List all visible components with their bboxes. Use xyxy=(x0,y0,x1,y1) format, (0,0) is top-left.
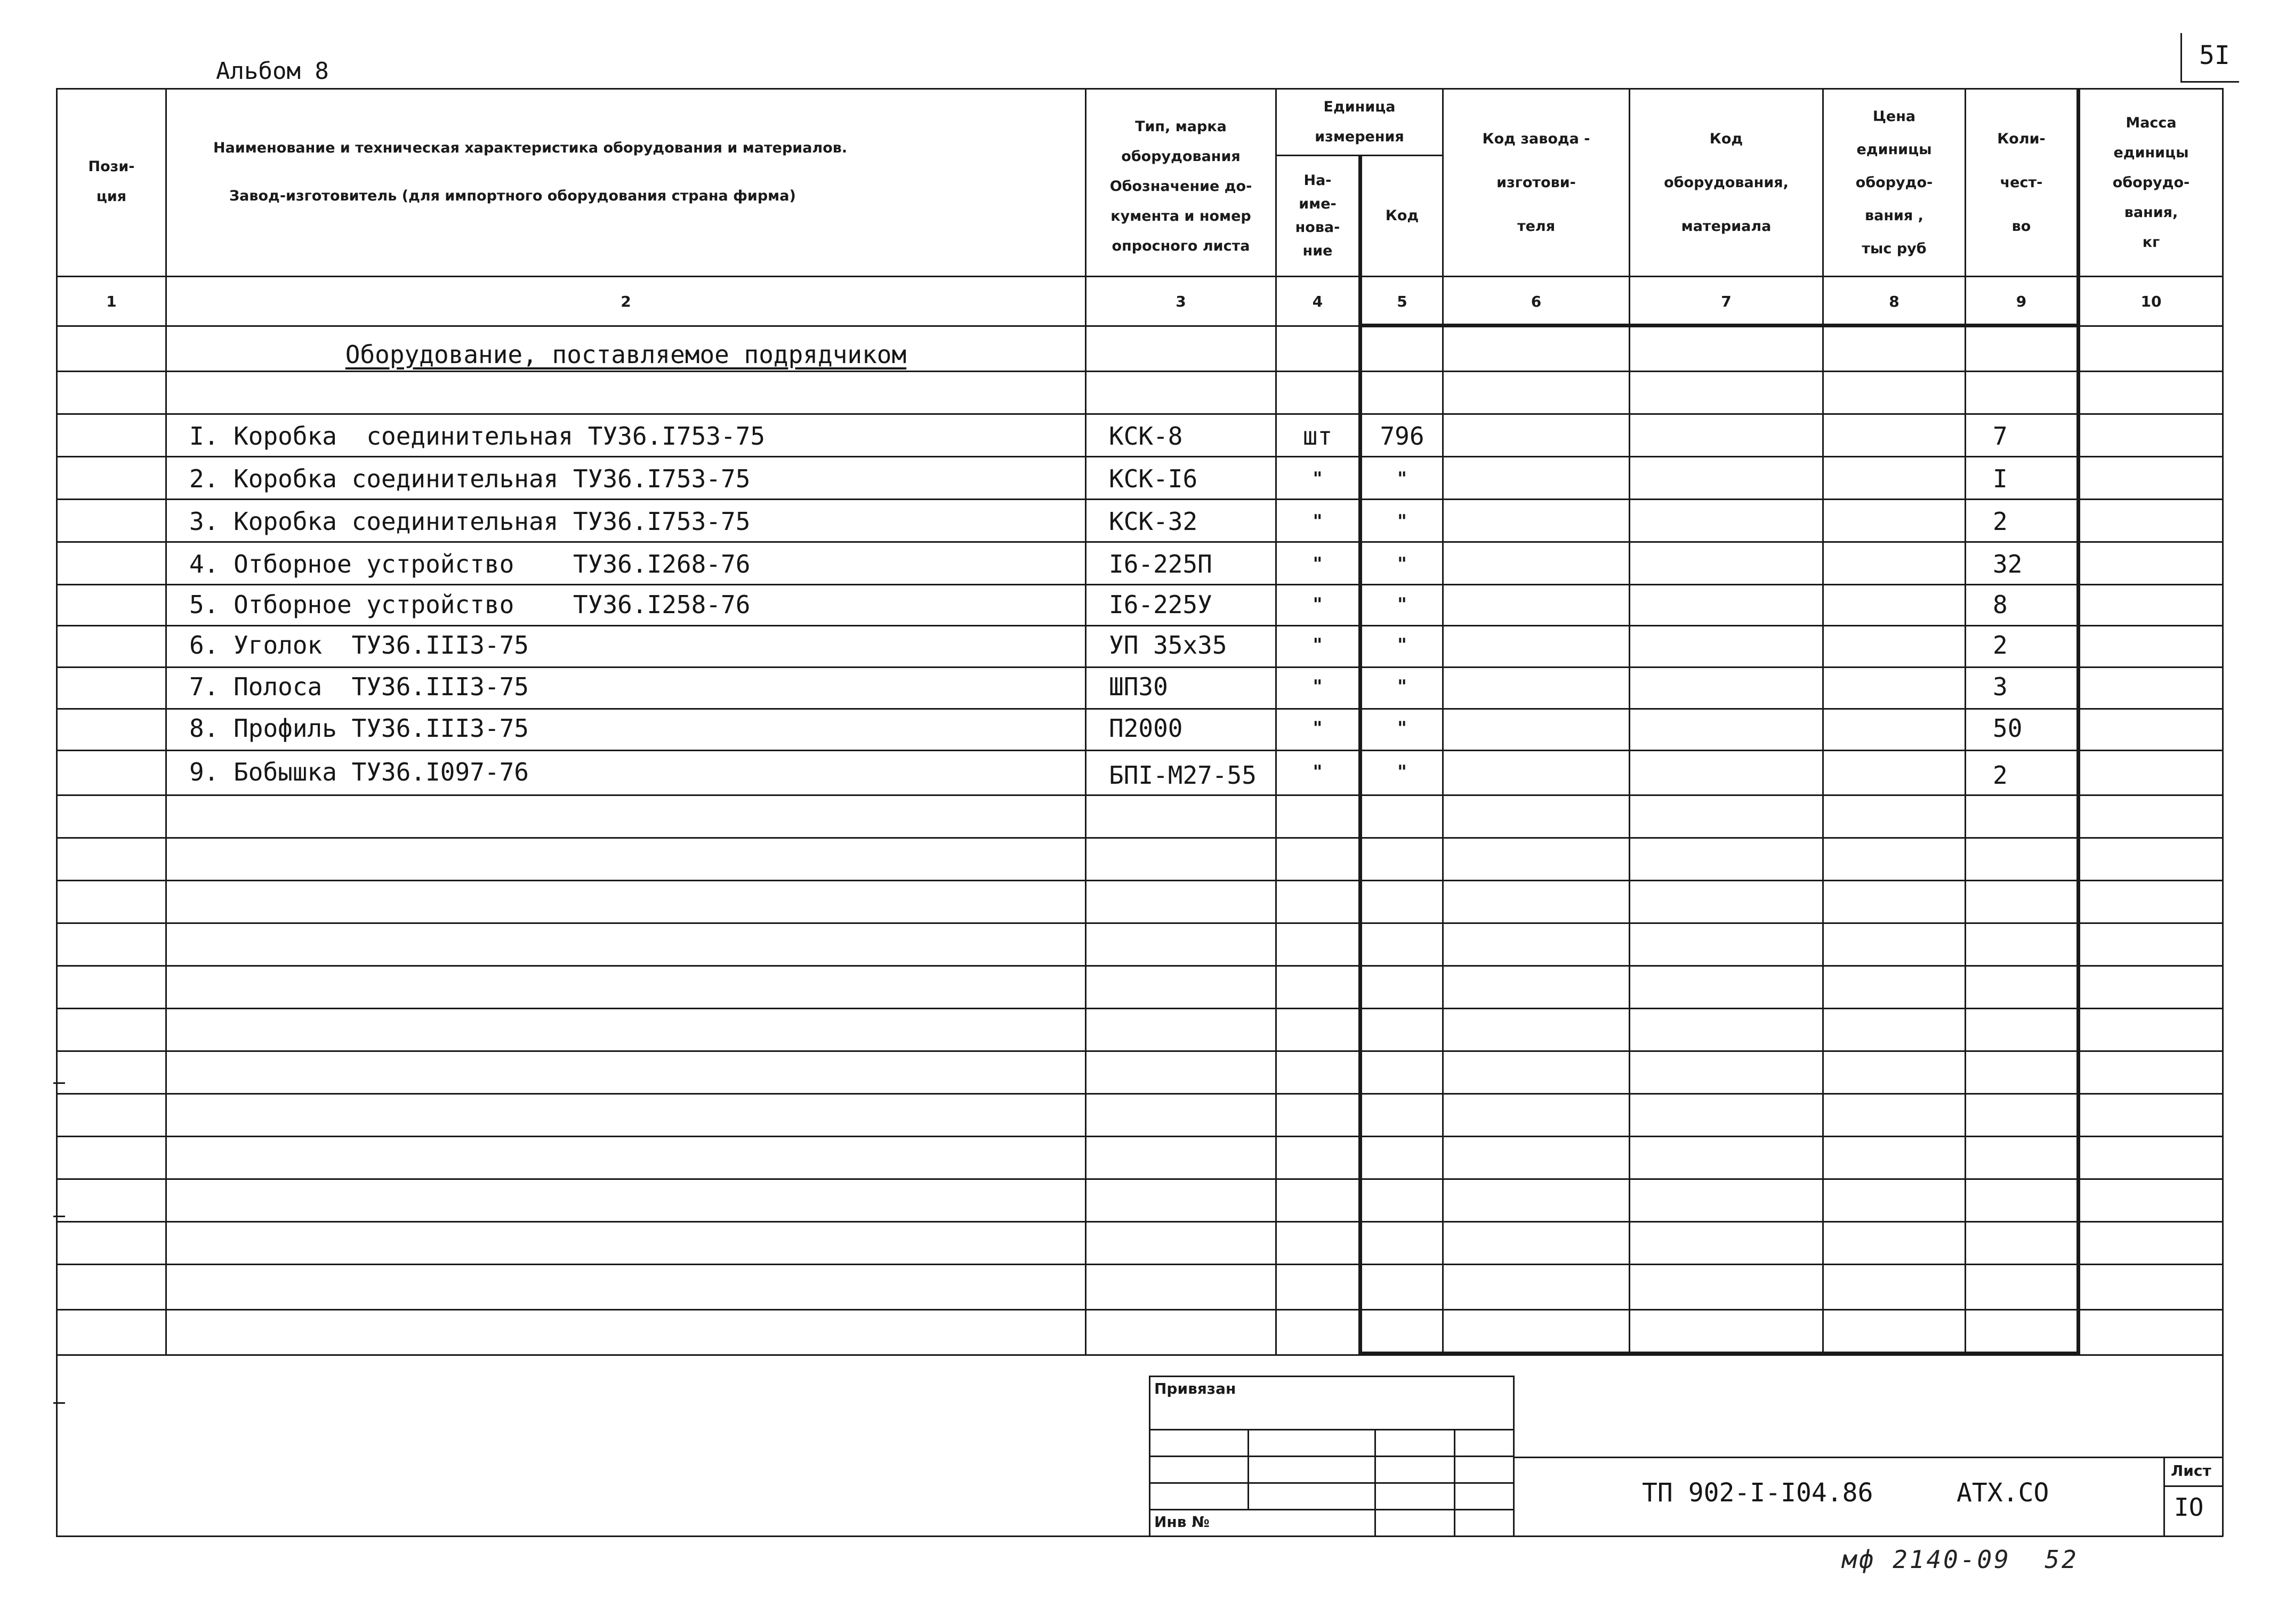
row-name: 4. Отборное устройство ТУ36.I268-76 xyxy=(189,550,751,578)
row-quantity: I xyxy=(1993,464,2008,493)
colnum-8: 8 xyxy=(1889,292,1899,310)
row-line xyxy=(56,965,2223,967)
row-unit: " xyxy=(1313,553,1323,575)
sheet-box-divider xyxy=(2163,1485,2223,1487)
header-unit-group: Единица измерения xyxy=(1315,99,1404,145)
designation-top-line xyxy=(1513,1457,2223,1458)
page-number: 5I xyxy=(2199,41,2230,70)
footer-handwriting: мф 2140-09 52 xyxy=(1842,1545,2079,1574)
row-quantity: 7 xyxy=(1993,422,2008,451)
row-line xyxy=(56,413,2223,415)
header-quantity: Коли- чест- во xyxy=(1997,130,2046,235)
row-unit-code: " xyxy=(1397,718,1407,739)
sheet-label: Лист xyxy=(2171,1462,2211,1480)
row-type: КСК-32 xyxy=(1109,507,1198,536)
col-divider-9 xyxy=(2076,88,2080,1355)
header-factory-code: Код завода - изготови- теля xyxy=(1482,130,1590,235)
colnum-10: 10 xyxy=(2140,292,2162,310)
sheet-number: IO xyxy=(2174,1493,2204,1522)
row-unit-code: " xyxy=(1397,468,1407,489)
stamp-left-border xyxy=(1149,1376,1150,1537)
inv-label: Инв № xyxy=(1154,1513,1210,1531)
designation: ТП 902-I-I04.86 xyxy=(1642,1478,1873,1508)
row-line xyxy=(56,750,2223,751)
colnum-9: 9 xyxy=(2016,292,2027,310)
row-type: I6-225У xyxy=(1109,590,1212,619)
colnum-3: 3 xyxy=(1176,292,1186,310)
row-name: 8. Профиль ТУ36.III3-75 xyxy=(189,714,529,743)
row-quantity: 32 xyxy=(1993,550,2023,578)
row-quantity: 3 xyxy=(1993,672,2008,701)
header-position: Пози- ция xyxy=(88,158,135,205)
row-type: ШП30 xyxy=(1109,672,1168,701)
row-unit: " xyxy=(1313,718,1323,739)
row-line xyxy=(56,880,2223,881)
row-line xyxy=(56,1264,2223,1265)
row-line xyxy=(56,1008,2223,1009)
header-unit-code: Код xyxy=(1385,207,1419,224)
stamp-line-2 xyxy=(1149,1429,1514,1430)
colnum-5: 5 xyxy=(1397,292,1407,310)
row-quantity: 50 xyxy=(1993,714,2023,743)
section-title: Оборудование, поставляемое подрядчиком xyxy=(345,340,907,369)
row-name: 7. Полоса ТУ36.III3-75 xyxy=(189,672,529,701)
page-number-underline xyxy=(2180,81,2239,83)
header-name-line1: Наименование и техническая характеристика оборудования и материалов. xyxy=(213,140,848,156)
row-unit: " xyxy=(1313,594,1323,615)
row-unit-code: " xyxy=(1397,553,1407,575)
bold-frame-bottom xyxy=(1358,1352,2080,1355)
row-name: 2. Коробка соединительная ТУ36.I753-75 xyxy=(189,464,751,493)
row-quantity: 2 xyxy=(1993,631,2008,660)
margin-tick xyxy=(53,1216,65,1217)
row-unit-code: " xyxy=(1397,594,1407,615)
row-unit-code: " xyxy=(1397,761,1407,783)
album-label: Альбом 8 xyxy=(216,58,329,85)
row-unit: " xyxy=(1313,761,1323,783)
doc-code: АТХ.СО xyxy=(1957,1478,2049,1508)
colnum-7: 7 xyxy=(1721,292,1732,310)
colnum-2: 2 xyxy=(621,292,631,310)
margin-tick xyxy=(53,1402,65,1404)
row-unit-code: " xyxy=(1397,676,1407,697)
row-unit: " xyxy=(1313,676,1323,697)
row-unit-code: " xyxy=(1397,511,1407,532)
row-unit: " xyxy=(1313,511,1323,532)
margin-tick xyxy=(53,1082,65,1084)
page-bottom-border xyxy=(56,1535,2223,1537)
row-line xyxy=(56,1178,2223,1180)
row-name: 9. Бобышка ТУ36.I097-76 xyxy=(189,758,529,786)
row-type: П2000 xyxy=(1109,714,1183,743)
table-right-border xyxy=(2222,88,2224,1537)
colnum-4: 4 xyxy=(1312,292,1323,310)
row-quantity: 2 xyxy=(1993,507,2008,536)
row-name: I. Коробка соединительная ТУ36.I753-75 xyxy=(189,422,766,451)
row-type: КСК-I6 xyxy=(1109,464,1198,493)
stamp-divider-c xyxy=(1454,1429,1455,1537)
page-number-divider xyxy=(2180,33,2182,82)
row-type: УП 35х35 xyxy=(1109,631,1227,660)
stamp-right-border xyxy=(1513,1376,1515,1537)
row-line xyxy=(56,837,2223,839)
stamp-line-3 xyxy=(1149,1456,1514,1457)
row-unit: " xyxy=(1313,468,1323,489)
row-quantity: 2 xyxy=(1993,761,2008,790)
row-line xyxy=(56,1309,2223,1311)
stamp-line-4 xyxy=(1149,1482,1514,1484)
row-unit: шт xyxy=(1302,422,1333,451)
row-type: БПI-М27-55 xyxy=(1109,761,1257,790)
header-name-line2: Завод-изготовитель (для импортного оборудования страна фирма) xyxy=(229,188,796,204)
sheet-box-left xyxy=(2163,1457,2165,1537)
header-price: Цена единицы оборудо- вания , тыс руб xyxy=(1855,108,1933,257)
row-line xyxy=(56,1221,2223,1223)
row-line xyxy=(56,1093,2223,1095)
row-line xyxy=(56,922,2223,924)
colnum-1: 1 xyxy=(106,292,117,310)
row-name: 5. Отборное устройство ТУ36.I258-76 xyxy=(189,590,751,619)
header-equipment-code: Код оборудования, материала xyxy=(1664,130,1789,235)
stamp-line-5 xyxy=(1149,1509,1514,1510)
header-mass: Масса единицы оборудо- вания, кг xyxy=(2112,114,2190,251)
stamp-divider-b xyxy=(1374,1429,1376,1537)
linked-label: Привязан xyxy=(1154,1380,1236,1397)
row-line xyxy=(56,1136,2223,1137)
colnum-6: 6 xyxy=(1531,292,1542,310)
stamp-top-line xyxy=(1149,1376,1514,1377)
row-unit-code: 796 xyxy=(1380,422,1424,451)
row-type: КСК-8 xyxy=(1109,422,1183,451)
stamp-divider-a xyxy=(1247,1429,1249,1510)
header-unit-name: На- име- нова- ние xyxy=(1295,172,1340,259)
row-name: 3. Коробка соединительная ТУ36.I753-75 xyxy=(189,507,751,536)
row-name: 6. Уголок ТУ36.III3-75 xyxy=(189,631,529,660)
row-line xyxy=(56,1050,2223,1052)
row-quantity: 8 xyxy=(1993,590,2008,619)
row-unit-code: " xyxy=(1397,634,1407,656)
col-divider-4 xyxy=(1358,155,1362,1355)
row-type: I6-225П xyxy=(1109,550,1212,578)
header-type: Тип, марка оборудования Обозначение до- кумента и номер опросного листа xyxy=(1109,118,1252,254)
row-unit: " xyxy=(1313,634,1323,656)
